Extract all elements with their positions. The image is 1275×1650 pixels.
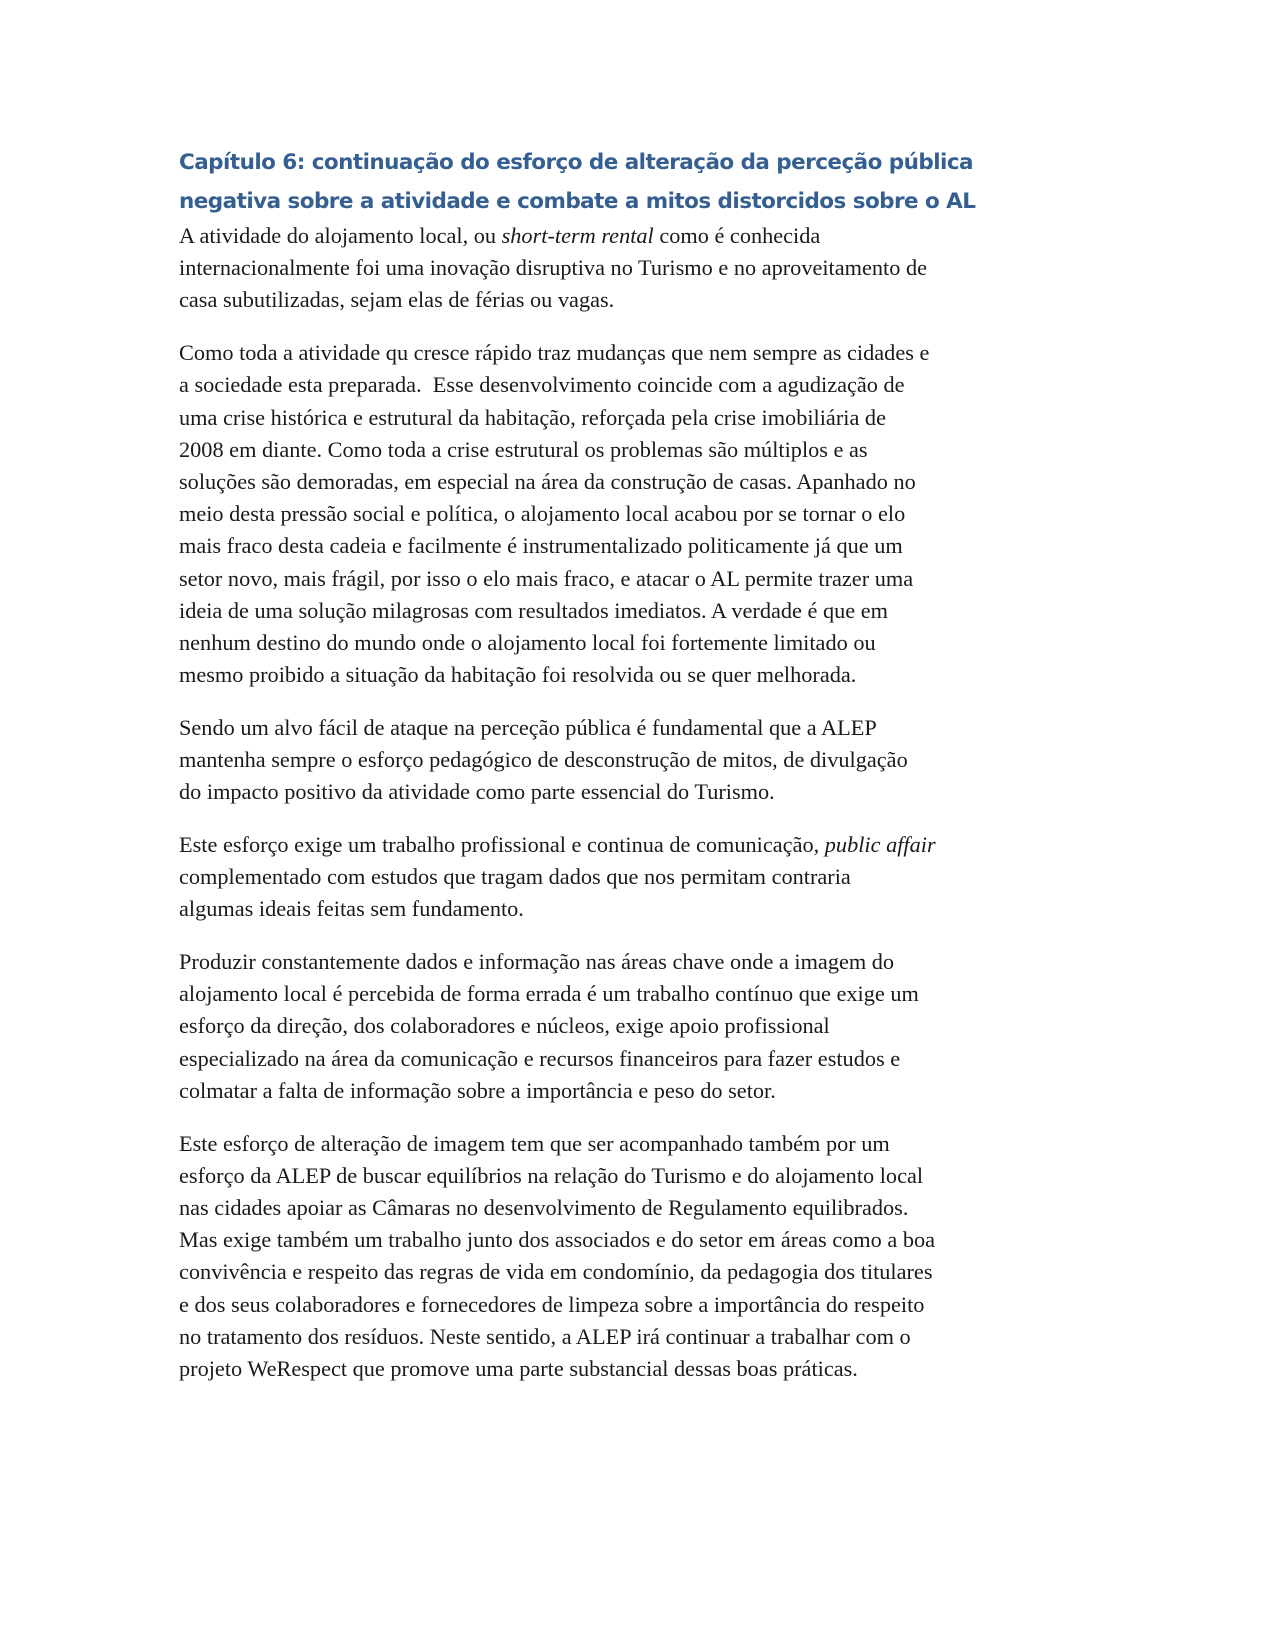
text-line: Mas exige também um trabalho junto dos associados e do setor em áreas como a boa [179,1227,936,1253]
text-line: do impacto positivo da atividade como parte essencial do Turismo. [179,779,775,805]
text-line: e dos seus colaboradores e fornecedores de limpeza sobre a importância do respeito [179,1291,925,1317]
text-run: como é conhecida [653,223,821,248]
text-line: projeto WeRespect que promove uma parte substancial dessas boas práticas. [179,1356,858,1381]
italic-term: public affair [824,831,936,857]
paragraph-data-production [179,946,1059,1107]
text-line: Sendo um alvo fácil de ataque na perceção pública é fundamental que a ALEP [179,714,877,740]
paragraph-image-change [179,1128,1059,1386]
text-line: esforço da ALEP de buscar equilíbrios na relação do Turismo e do alojamento local [179,1162,924,1188]
text-line: ideia de uma solução milagrosas com resultados imediatos. A verdade é que em [179,597,888,623]
text-run: Este esforço exige um trabalho profissional e continua de comunicação, [179,831,825,857]
text-line: setor novo, mais frágil, por isso o elo mais fraco, e atacar o AL permite trazer uma [179,565,914,591]
text-line [179,220,1059,252]
text-run: A atividade do alojamento local, ou [179,223,502,248]
text-line: soluções são demoradas, em especial na área da construção de casas. Apanhado no [179,468,916,494]
text-line: Este esforço de alteração de imagem tem que ser acompanhado também por um [179,1130,890,1156]
text-line: especializado na área da comunicação e recursos financeiros para fazer estudos e [179,1045,901,1071]
text-line: complementado com estudos que tragam dados que nos permitam contraria [179,864,851,890]
paragraph-perception [179,712,1059,809]
text-line: casa subutilizadas, sejam elas de férias ou vagas. [179,287,615,313]
heading-line: Capítulo 6: continuação do esforço de alteração da perceção pública [179,150,973,175]
text-line: colmatar a falta de informação sobre a importância e peso do setor. [179,1077,776,1103]
chapter-heading [179,143,1079,221]
text-line: alojamento local é percebida de forma errada é um trabalho contínuo que exige um [179,981,919,1007]
paragraph-communication [179,829,1059,926]
text-line: internacionalmente foi uma inovação disruptiva no Turismo e no aproveitamento de [179,255,928,281]
text-line: mesmo proibido a situação da habitação foi resolvida ou se quer melhorada. [179,662,857,688]
text-line: Produzir constantemente dados e informação nas áreas chave onde a imagem do [179,949,895,975]
paragraph-intro [179,220,1059,317]
text-line: esforço da direção, dos colaboradores e núcleos, exige apoio profissional [179,1013,830,1039]
text-line [179,829,1059,861]
text-line: Como toda a atividade qu cresce rápido traz mudanças que nem sempre as cidades e [179,340,930,366]
text-line: meio desta pressão social e política, o alojamento local acabou por se tornar o elo [179,501,906,527]
document-body [179,220,1059,1406]
text-line: uma crise histórica e estrutural da habitação, reforçada pela crise imobiliária de [179,404,886,430]
heading-line: negativa sobre a atividade e combate a mitos distorcidos sobre o AL [179,189,976,214]
text-line: mais fraco desta cadeia e facilmente é instrumentalizado politicamente já que um [179,533,903,559]
text-line: mantenha sempre o esforço pedagógico de desconstrução de mitos, de divulgação [179,747,908,773]
text-line: nas cidades apoiar as Câmaras no desenvolvimento de Regulamento equilibrados. [179,1194,909,1220]
paragraph-context [179,337,1059,691]
italic-term: short-term rental [501,223,654,248]
text-line: algumas ideais feitas sem fundamento. [179,896,524,922]
text-line: nenhum destino do mundo onde o alojamento local foi fortemente limitado ou [179,629,876,655]
text-line: 2008 em diante. Como toda a crise estrutural os problemas são múltiplos e as [179,436,868,462]
text-line: no tratamento dos resíduos. Neste sentido, a ALEP irá continuar a trabalhar com o [179,1323,911,1349]
text-line: a sociedade esta preparada. Esse desenvolvimento coincide com a agudização de [179,372,905,398]
text-line: convivência e respeito das regras de vida em condomínio, da pedagogia dos titulares [179,1259,933,1285]
